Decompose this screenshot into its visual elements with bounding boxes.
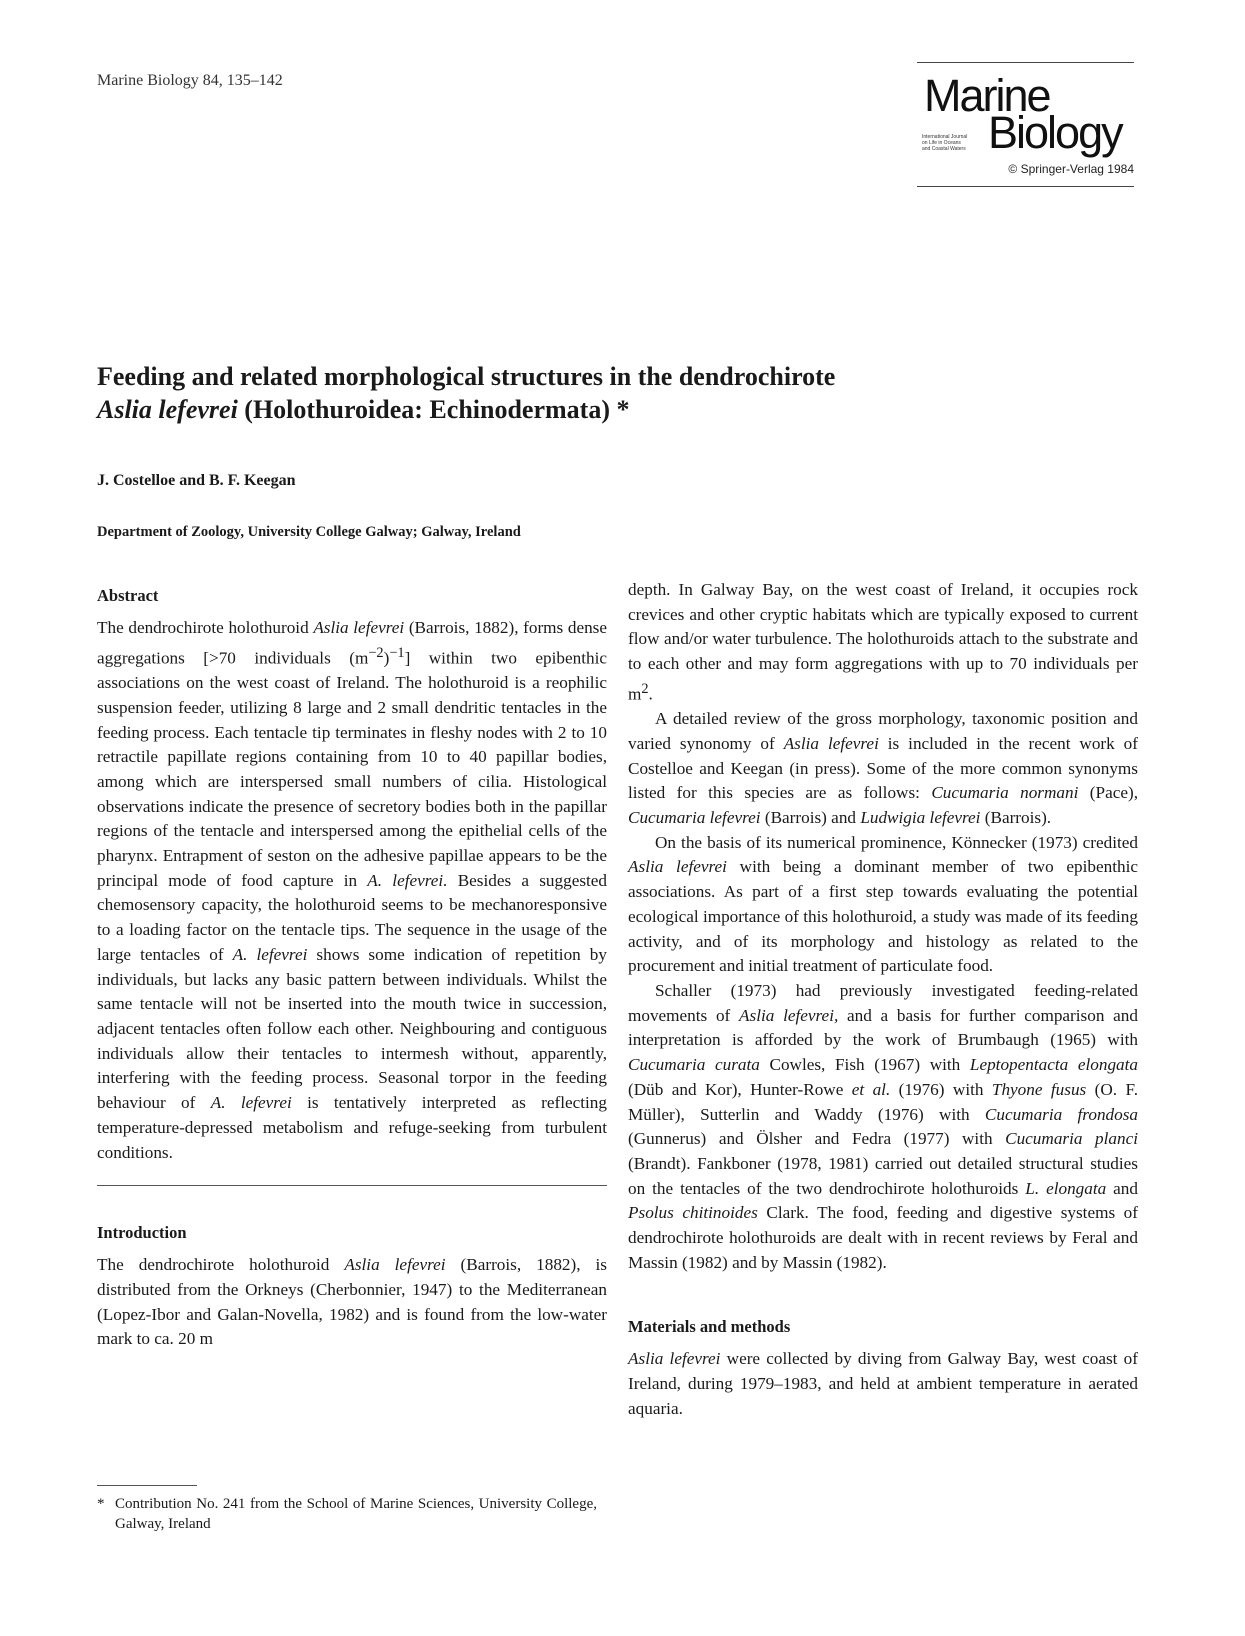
left-column — [97, 584, 607, 1352]
footnote-rule — [97, 1485, 197, 1486]
abstract-divider — [97, 1185, 607, 1186]
logo-tagline — [922, 134, 982, 152]
right-column — [628, 578, 1138, 1422]
abstract-text: The dendrochirote holothuroid Aslia lefevrei (Barrois, 1882), forms dense aggregations [>70 individuals $(m^{-2})^{-1}$] within two epibenthic associations on the west coast of Ireland. The holothuroid is a reophilic suspension feeder, utilizing 8 large and 2 small dendritic tentacles in the feeding process. Each tentacle tip terminates in fleshy nodes with 2 to 10 retractile papillate regions containing from 10 to 40 papillar bodies, among which are interspersed small numbers of cilia. Histological observations indicate the presence of secretory bodies both in the papillar regions of the tentacle and interspersed among the epithelial cells of the pharynx. Entrapment of seston on the adhesive papillae appears to be the principal mode of food capture in A. lefevrei. Besides a suggested chemosensory capacity, the holothuroid seems to be mechanoresponsive to a loading factor on the tentacle tips. The sequence in the usage of the large tentacles of A. lefevrei shows some indication of repetition by individuals, but lacks any basic pattern between individuals. Whilst the same tentacle will not be inserted into the mouth twice in succession, adjacent tentacles often follow each other. Neighbouring and contiguous individuals allow their tentacles to intermesh without, apparently, interfering with the feeding process. Seasonal torpor in the feeding behaviour of A. lefevrei is tentatively interpreted as reflecting temperature-depressed metabolism and refuge-seeking from turbulent conditions. — [97, 618, 608, 1162]
introduction-heading: Introduction — [97, 1223, 187, 1243]
footnote-text: Contribution No. 241 from the School of Marine Sciences, University College, Galway, Ireland — [115, 1496, 597, 1532]
logo-word-biology: Biology — [988, 107, 1122, 158]
introduction-paragraph-2: A detailed review of the gross morphology, taxonomic position and varied synonomy of Aslia lefevrei is included in the recent work of Costelloe and Keegan (in press). Some of the more common synonyms listed for this species are as follows: Cucumaria normani (Pace), Cucumaria lefevrei (Barrois) and Ludwigia lefevrei (Barrois). — [628, 709, 1138, 828]
title-line-2 — [97, 393, 1117, 426]
logo-tagline-line: on Life in Oceans — [922, 140, 961, 146]
introduction-paragraph-3: On the basis of its numerical prominence, Könnecker (1973) credited Aslia lefevrei with being a dominant member of two epibenthic associations. As part of a first step towards evaluating the potential ecological importance of this holothuroid, a study was made of its feeding activity, and of its morphology and histology as related to the procurement and initial treatment of particulate food. — [628, 832, 1138, 976]
journal-logo — [917, 62, 1134, 187]
logo-word-marine: Marine — [924, 70, 1050, 121]
introduction-paragraph-4: Schaller (1973) had previously investigated feeding-related movements of Aslia lefevrei, and a basis for further comparison and interpretation is afforded by the work of Brumbaugh (1965) with Cucumaria curata Cowles, Fish (1967) with Leptopentacta elongata (Düb and Kor), Hunter-Rowe et al. (1976) with Thyone fusus (O. F. Müller), Sutterlin and Waddy (1976) with Cucumaria frondosa (Gunnerus) and Ölsher and Fedra (1977) with Cucumaria planci (Brandt). Fankboner (1978, 1981) carried out detailed structural studies on the tentacles of the two dendrochirote holothuroids L. elongata and Psolus chitinoides Clark. The food, feeding and digestive systems of dendrochirote holothuroids are dealt with in recent reviews by Feral and Massin (1982) and by Massin (1982). — [628, 980, 1139, 1272]
authors: J. Costelloe and B. F. Keegan — [97, 472, 296, 489]
title-species-name: Aslia lefevrei — [97, 395, 238, 424]
title-line-1: Feeding and related morphological structures in the dendrochirote — [97, 362, 836, 391]
introduction-paragraph-1-part-2: depth. In Galway Bay, on the west coast of Ireland, it occupies rock crevices and other cryptic habitats which are typically exposed to current flow and/or water turbulence. The holothuroids attach to the substrate and to each other and may form aggregations with up to 70 individuals per $m^2$. — [628, 580, 1138, 704]
title-line-2-rest: (Holothuroidea: Echinodermata) * — [237, 395, 630, 424]
introduction-paragraph-1-part-1: The dendrochirote holothuroid Aslia lefevrei (Barrois, 1882), is distributed from the Orkneys (Cherbonnier, 1947) to the Mediterranean (Lopez-Ibor and Galan-Novella, 1982) and is found from the low-water mark to ca. 20 m — [97, 1255, 607, 1349]
journal-citation: Marine Biology 84, 135–142 — [97, 72, 283, 89]
abstract-heading: Abstract — [97, 586, 159, 605]
footnote-mark: * — [97, 1496, 105, 1512]
affiliation: Department of Zoology, University College Galway; Galway, Ireland — [97, 524, 521, 540]
logo-tagline-line: and Coastal Waters — [922, 146, 966, 152]
article-title — [97, 360, 1117, 426]
logo-top-rule — [917, 62, 1134, 63]
methods-paragraph: Aslia lefevrei were collected by diving from Galway Bay, west coast of Ireland, during 1979–1983, and held at ambient temperature in aerated aquaria. — [628, 1349, 1138, 1418]
copyright-notice: © Springer-Verlag 1984 — [1008, 162, 1134, 176]
logo-tagline-line: International Journal — [922, 134, 968, 140]
footnote — [97, 1494, 597, 1534]
methods-heading: Materials and methods — [628, 1317, 791, 1337]
logo-bottom-rule — [917, 186, 1134, 187]
